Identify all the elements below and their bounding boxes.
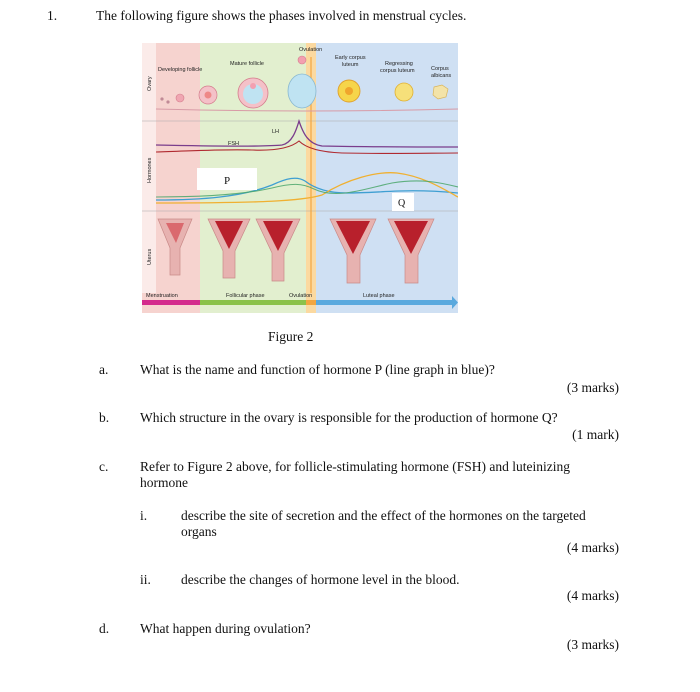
label-developing-follicle: Developing follicle [158,67,203,73]
hormone-label-fsh: FSH [228,141,239,147]
figure-caption: Figure 2 [268,329,314,344]
phase-label-ovulation: Ovulation [289,293,313,299]
label-corpus-albicans-1: Corpus [431,66,449,72]
follicle-tiny-2 [166,100,169,103]
item-a-text: What is the name and function of hormone P (line graph in blue)? [140,362,495,377]
label-corpus-albicans-2: albicans [431,73,452,79]
label-regressing-2: corpus luteum [380,68,415,74]
luteal-band [316,43,458,313]
phase-bar-follicular [200,300,306,305]
menstrual-cycle-figure [142,43,458,313]
released-ovum [298,56,306,64]
follicle-tiny-1 [160,97,163,100]
item-c-i-marks: (4 marks) [566,540,619,555]
item-a-marks: (3 marks) [566,380,619,395]
phase-bar-ovulation [306,300,316,305]
label-early-corpus-luteum-2: luteum [342,62,359,68]
item-c-ii-text: describe the changes of hormone level in the blood. [181,572,460,587]
row-label-hormones: Hormones [147,157,153,183]
item-c-ii-label: ii. [140,572,151,587]
phase-label-follicular: Follicular phase [226,293,265,299]
item-d-marks: (3 marks) [566,637,619,652]
label-regressing-1: Regressing [385,61,413,67]
follicle-small [176,94,184,102]
item-c-i-label: i. [140,508,148,523]
phase-label-menstruation: Menstruation [146,293,178,299]
item-d-label: d. [99,621,110,636]
follicle-mature-oocyte [250,83,256,89]
question-intro: The following figure shows the phases involved in menstrual cycles. [96,8,467,23]
item-b-marks: (1 mark) [572,427,619,442]
item-c-label: c. [99,459,109,474]
item-b-text: Which structure in the ovary is responsible for the production of hormone Q? [140,410,558,425]
follicle-developing-core [205,92,212,99]
phase-bar-luteal [316,300,452,305]
follicle-rupturing [288,74,316,108]
item-c-text: Refer to Figure 2 above, for follicle-stimulating hormone (FSH) and luteinizing hormone [140,459,571,490]
phase-bar-menstruation [142,300,200,305]
row-label-uterus: Uterus [147,248,153,265]
item-c-ii-marks: (4 marks) [566,588,619,603]
hormone-label-p: P [224,175,231,187]
item-d-text: What happen during ovulation? [140,621,311,636]
hormone-label-lh: LH [272,129,280,135]
phase-label-luteal: Luteal phase [363,293,395,299]
item-b-label: b. [99,410,110,425]
hormone-label-q: Q [398,198,406,209]
corpus-albicans [433,85,448,99]
item-c-i-text: describe the site of secretion and the effect of the hormones on the targeted organs [181,508,586,539]
label-early-corpus-luteum-1: Early corpus [335,55,366,61]
corpus-luteum-early-core [345,87,353,95]
item-a-label: a. [99,362,109,377]
label-ovulation: Ovulation [299,47,323,53]
row-label-ovary: Ovary [147,76,153,91]
question-number: 1. [47,8,58,23]
label-mature-follicle: Mature follicle [230,61,264,67]
corpus-luteum-regressing [395,83,413,101]
